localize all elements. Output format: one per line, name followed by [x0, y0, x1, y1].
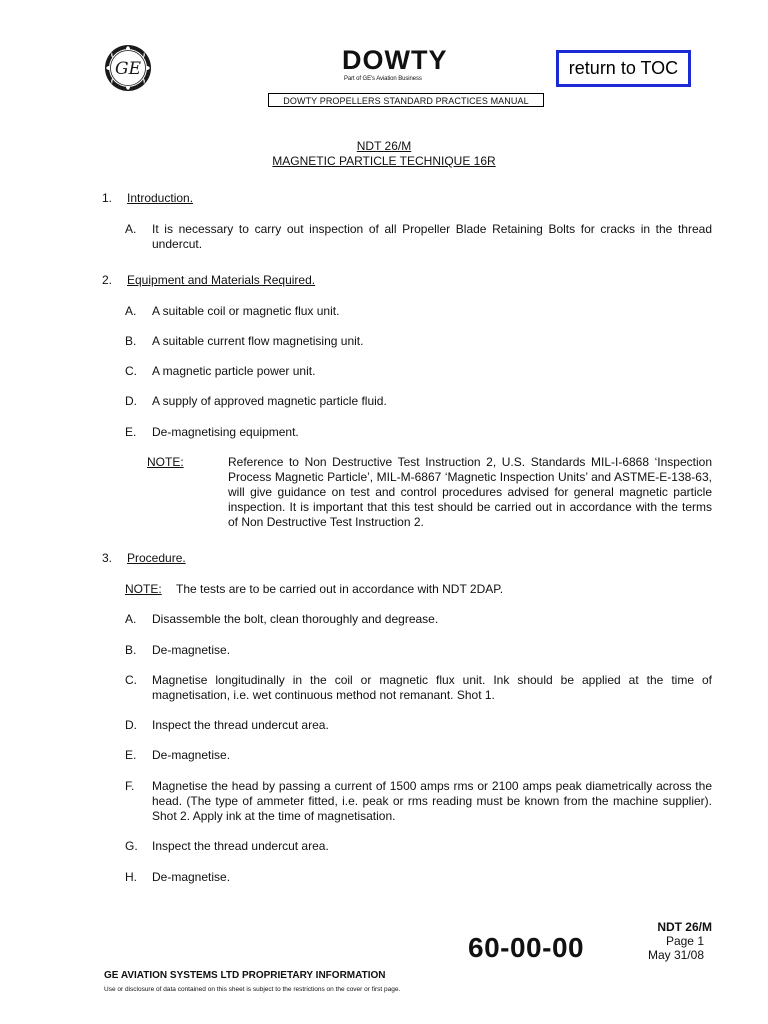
item-letter: A.: [125, 612, 137, 626]
ge-logo: [104, 44, 152, 92]
item-letter: H.: [125, 870, 137, 884]
item-letter: D.: [125, 394, 137, 408]
item-text: Magnetise the head by passing a current of 1500 amps rms or 2100 amps peak diametrically across the head. (The type of ammeter fitted, i.e. peak or rms reading must be known from the machine supplier). Shot 2. Apply ink at the time of magnetisation.: [152, 779, 712, 823]
item-letter: C.: [125, 364, 137, 378]
ge-logo-text: GE: [115, 59, 141, 79]
item-text: A suitable coil or magnetic flux unit.: [152, 304, 340, 318]
item-text: It is necessary to carry out inspection of all Propeller Blade Retaining Bolts for cracks in the thread undercut.: [152, 222, 712, 251]
section-number: 2.: [102, 273, 113, 287]
section-heading: Procedure.: [127, 551, 186, 565]
item-text: Inspect the thread undercut area.: [152, 839, 329, 853]
item-text: Inspect the thread undercut area.: [152, 718, 329, 732]
item-text: De-magnetise.: [152, 870, 231, 884]
item-letter: E.: [125, 425, 137, 439]
doc-title: MAGNETIC PARTICLE TECHNIQUE 16R: [272, 154, 496, 168]
section-number: 3.: [102, 551, 113, 565]
note-text: The tests are to be carried out in accordance with NDT 2DAP.: [176, 582, 504, 596]
item-text: De-magnetise.: [152, 748, 231, 762]
chapter-number: 60-00-00: [468, 932, 585, 963]
item-text: Disassemble the bolt, clean thoroughly and degrease.: [152, 612, 439, 626]
page-number: Page 1: [665, 934, 704, 948]
item-text: Magnetise longitudinally in the coil or magnetic flux unit. Ink should be applied at the time of magnetisation, i.e. wet continuous method not remanant. Shot 1.: [152, 673, 712, 702]
item-letter: A.: [125, 222, 137, 236]
section-number: 1.: [102, 191, 113, 205]
restriction-notice: Use or disclosure of data contained on this sheet is subject to the restrictions on the cover or first page.: [104, 986, 401, 993]
return-to-toc-link[interactable]: return to TOC: [556, 50, 691, 87]
item-text: A magnetic particle power unit.: [152, 364, 316, 378]
note-label: NOTE:: [125, 582, 162, 596]
section-heading: Equipment and Materials Required.: [127, 273, 316, 287]
doc-ref-title: NDT 26/M: [356, 139, 412, 153]
section-heading: Introduction.: [127, 191, 194, 205]
item-letter: B.: [125, 643, 137, 657]
note-text: Reference to Non Destructive Test Instruction 2, U.S. Standards MIL-I-6868 ‘Inspection Process Magnetic Particle’, MIL-M-6867 ‘Magnetic Inspection Units’ and ASTME-E-138-63, will give guidance on test and control procedures advised for general magnetic particle inspection. It is important that this test should be carried out in accordance with the terms of Non Destructive Test Instruction 2.: [228, 455, 712, 529]
item-letter: A.: [125, 304, 137, 318]
item-letter: B.: [125, 334, 137, 348]
dowty-wordmark: DOWTY: [342, 45, 448, 75]
item-letter: E.: [125, 748, 137, 762]
item-text: A supply of approved magnetic particle fluid.: [152, 394, 387, 408]
item-letter: C.: [125, 673, 137, 687]
item-letter: D.: [125, 718, 137, 732]
manual-title: DOWTY PROPELLERS STANDARD PRACTICES MANUAL: [268, 93, 544, 107]
dowty-tagline: Part of GE's Aviation Business: [344, 76, 422, 82]
footer-doc-ref: NDT 26/M: [657, 920, 712, 934]
revision-date: May 31/08: [647, 948, 704, 962]
item-text: A suitable current flow magnetising unit.: [152, 334, 364, 348]
item-letter: G.: [125, 839, 138, 853]
item-text: De-magnetise.: [152, 643, 231, 657]
note-label: NOTE:: [147, 455, 184, 469]
item-text: De-magnetising equipment.: [152, 425, 299, 439]
item-letter: F.: [125, 779, 135, 793]
proprietary-notice: GE AVIATION SYSTEMS LTD PROPRIETARY INFORMATION: [104, 970, 386, 981]
